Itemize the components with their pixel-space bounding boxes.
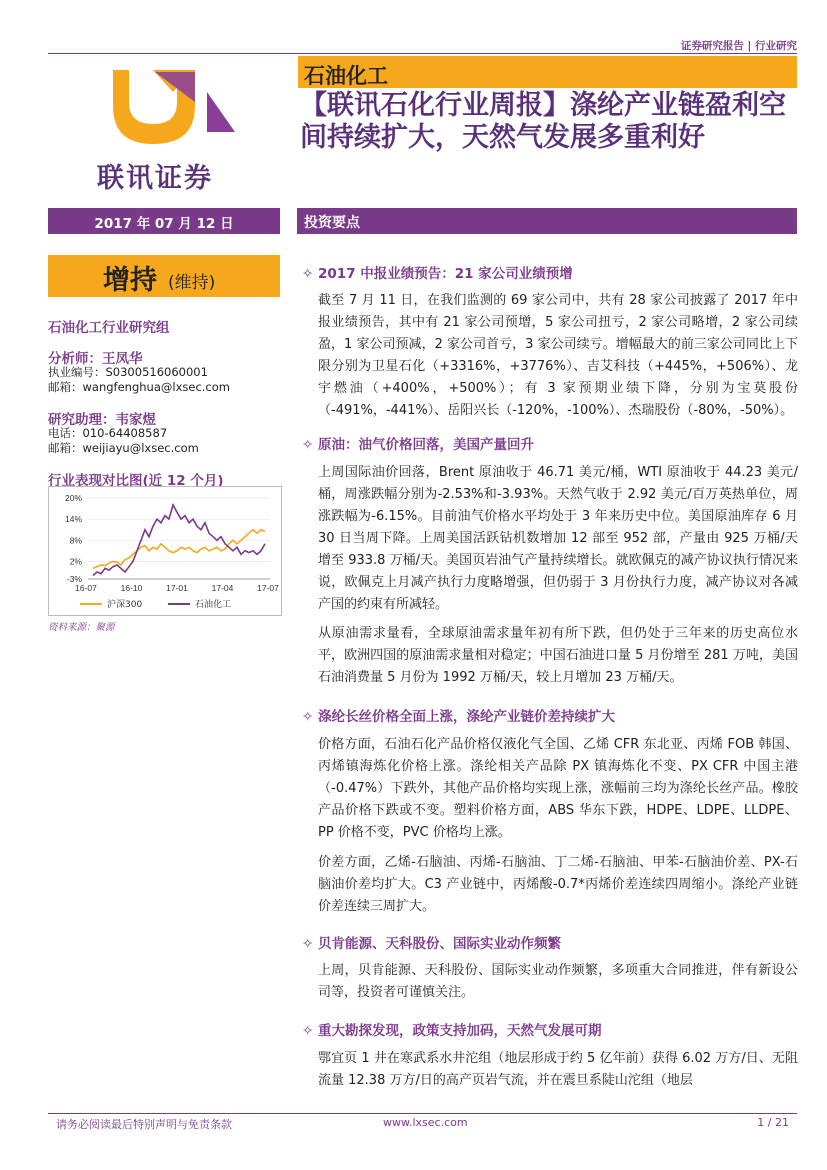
y-tick-label: 8%: [69, 535, 82, 546]
section-paragraph: 截至 7 月 11 日，在我们监测的 69 家公司中，共有 28 家公司披露了 2017 年中报业绩预告，其中有 21 家公司预增，5 家公司扭亏，2 家公司略增，2 家公司续盈，1 家公司预减，2 家公司首亏，3 家公司续亏。增幅最大的前三家公司同比上下限分别为卫星石化（+3316%，+3776%）、吉艾科技（+445%，+506%）、龙宇燃油（+400%，+500%）；有 3 家预期业绩下降，分别为宝莫股份（-491%，-441%）、岳阳兴长（-120%，-100%）、杰瑞股份（-80%，-50%）。: [318, 293, 798, 418]
report-date: 2017 年 07 月 12 日: [94, 216, 234, 232]
section-paragraph: 上周，贝肯能源、天科股份、国际实业动作频繁，多项重大合同推进，伴有新设公司等，投资者可谨慎关注。: [318, 963, 798, 1000]
y-tick-label: 20%: [64, 493, 82, 503]
section-heading: ✧ 原油：油气价格回落，美国产量回升: [302, 437, 535, 453]
chart-title: 行业表现对比图(近 12 个月): [48, 473, 224, 489]
y-tick-label: 14%: [64, 514, 82, 525]
section-heading: ✧ 贝肯能源、天科股份、国际实业动作频繁: [302, 936, 562, 952]
rating-main: 增持: [103, 265, 157, 296]
y-tick-label: 2%: [69, 556, 82, 567]
performance-chart: [48, 486, 282, 616]
disclaimer-link[interactable]: 请务必阅读最后特别声明与免责条款: [56, 1118, 232, 1131]
section-paragraph: 价格方面，石油石化产品价格仅液化气全国、乙烯 CFR 东北亚、丙烯 FOB 韩国、丙烯镇海炼化价格上涨。涤纶相关产品除 PX 镇海炼化不变、PX CFR 中国主港（-0.47%）下跌外，其他产品价格均实现上涨，涨幅前三均为涤纶长丝产品。橡胶产品价格下跌或不变。塑料价格方面，ABS 华东下跌，HDPE、LDPE、LLDPE、PP 价格不变，PVC 价格均上涨。: [318, 737, 798, 840]
legend-label: 石油化工: [195, 600, 232, 610]
footer-divider: [48, 1113, 797, 1114]
series-line: [93, 530, 265, 569]
chart-source: 资料来源：聚源: [48, 622, 115, 633]
analyst-info: [48, 365, 230, 395]
y-tick-label: -3%: [66, 574, 82, 584]
section-paragraph: 从原油需求量看，全球原油需求量年初有所下跌，但仍处于三年来的历史高位水平，欧洲四国的原油需求量相对稳定；中国石油进口量 5 月份增至 281 万吨，美国石油消费量 5 月份为 1992 万桶/天，较上月增加 23 万桶/天。: [318, 626, 798, 685]
analyst-email[interactable]: 邮箱：wangfenghua@lxsec.com: [48, 380, 230, 394]
section-paragraph: 价差方面，乙烯-石脑油、丙烯-石脑油、丁二烯-石脑油、甲苯-石脑油价差、PX-石脑油价差均扩大。C3 产业链中，丙烯酸-0.7*丙烯价差连续四周缩小。涤纶产业链价差连续三周扩大。: [318, 855, 798, 914]
top-divider: [48, 53, 797, 54]
x-tick-label: 17-04: [211, 583, 234, 593]
rating-box: [48, 255, 280, 297]
report-type-label: 证券研究报告 | 行业研究: [680, 40, 797, 52]
legend-label: 沪深300: [107, 600, 143, 610]
section-heading: ✧ 2017 中报业绩预告：21 家公司业绩预增: [302, 266, 573, 282]
industry-label: 石油化工: [304, 64, 388, 88]
assistant-phone: 电话：010-64408587: [48, 426, 168, 440]
rating-sub: (维持): [168, 273, 216, 293]
key-points-label: 投资要点: [304, 215, 360, 231]
analyst-title: 分析师：王凤华: [48, 351, 143, 367]
section-heading: ✧ 涤纶长丝价格全面上涨，涤纶产业链价差持续扩大: [302, 709, 616, 725]
assistant-email[interactable]: 邮箱：weijiayu@lxsec.com: [48, 441, 199, 455]
website-link[interactable]: www.lxsec.com: [383, 1116, 468, 1129]
research-group: 石油化工行业研究组: [48, 320, 170, 336]
x-tick-label: 16-10: [120, 583, 143, 593]
x-tick-label: 16-07: [75, 583, 97, 593]
section-paragraph: 上周国际油价回落，Brent 原油收于 46.71 美元/桶，WTI 原油收于 44.23 美元/桶，周涨跌幅分别为-2.53%和-3.93%。天然气收于 2.92 美元/百万英热单位，周涨跌幅为-6.15%。目前油气价格水平均处于 3 年来历史中位。美国原油库存 6 月 30 日当周下降。上周美国活跃钻机数增加 12 部至 952 部，产量由 925 万桶/天增至 933.8 万桶/天。美国页岩油气产量持续增长。就欧佩克的减产协议执行情况来说，欧佩克上月减产执行力度略增强，但仍弱于 3 月份执行力度，减产协议对各减产国的约束有所减轻。: [318, 465, 798, 612]
assistant-title: 研究助理：韦家煜: [48, 412, 156, 428]
assistant-info: [48, 426, 199, 456]
analyst-license: 执业编号：S0300516060001: [48, 365, 208, 379]
page-number: 1 / 21: [757, 1116, 789, 1129]
section-heading: ✧ 重大勘探发现，政策支持加码，天然气发展可期: [302, 1023, 602, 1039]
x-tick-label: 17-01: [166, 583, 188, 593]
section-paragraph: 鄂宜页 1 井在寒武系水井沱组（地层形成于约 5 亿年前）获得 6.02 万方/日、无阻流量 12.38 万方/日的高产页岩气流，并在震旦系陡山沱组（地层: [318, 1051, 798, 1088]
logo-text: 联讯证券: [97, 163, 213, 194]
x-tick-label: 17-07: [257, 583, 279, 593]
key-points-bar: [297, 208, 797, 234]
report-title: 【联讯石化行业周报】涤纶产业链盈利空间持续扩大，天然气发展多重利好: [300, 90, 786, 153]
